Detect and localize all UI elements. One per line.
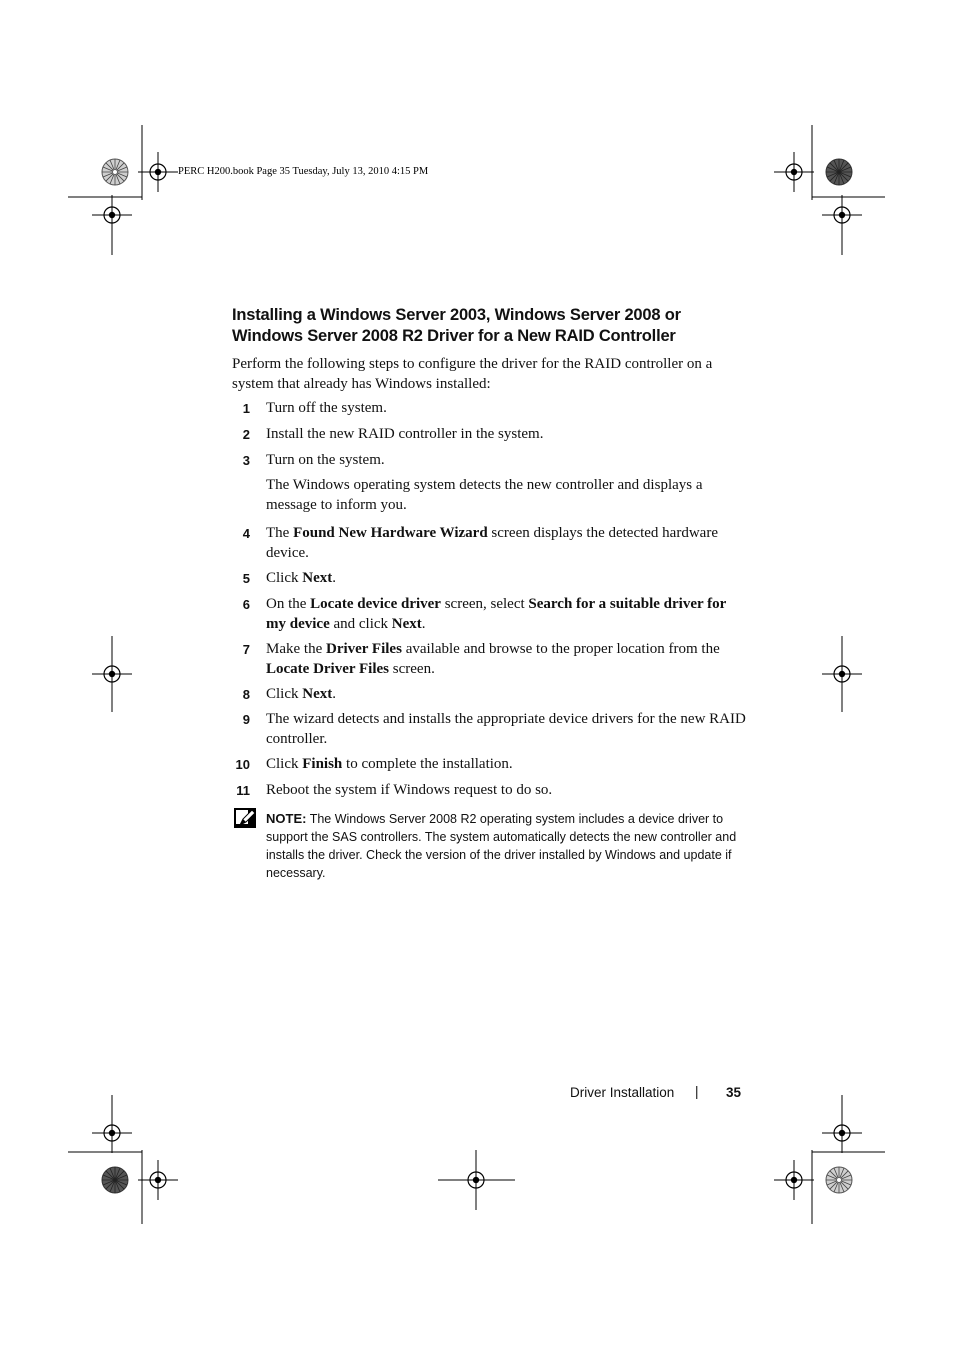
step-number: 8 xyxy=(242,687,250,702)
intro-paragraph: Perform the following steps to configure the driver for the RAID controller on a system that already has Windows installed: xyxy=(232,356,713,392)
step-number: 5 xyxy=(242,571,250,586)
step-detail: The Windows operating system detects the new controller and displays a message to inform you. xyxy=(266,477,703,513)
step-text: Reboot the system if Windows request to do so. xyxy=(266,782,553,798)
ui-term: Locate device driver xyxy=(310,596,441,612)
ui-term: Finish xyxy=(302,756,343,772)
step-text: The Found New Hardware Wizard screen displays the detected hardware device. xyxy=(266,525,718,561)
step-number: 1 xyxy=(242,401,250,416)
step-text: Turn off the system. xyxy=(266,400,387,416)
ui-term: Found New Hardware Wizard xyxy=(293,525,488,541)
pencil-note-icon xyxy=(234,808,256,828)
ui-term: Next xyxy=(302,686,333,702)
ui-term: Driver Files xyxy=(325,641,402,657)
step-number: 10 xyxy=(235,757,250,772)
ui-term: Search for a suitable driver for my device xyxy=(266,596,727,632)
ui-term: Locate Driver Files xyxy=(266,660,390,677)
step-text: On the Locate device driver screen, select Search for a suitable driver for my device and click Next. xyxy=(266,596,727,632)
ui-term: Next xyxy=(391,615,422,632)
step-text: Click Next. xyxy=(266,570,336,586)
step-number: 11 xyxy=(236,783,250,798)
step-number: 3 xyxy=(242,453,250,468)
step-number: 4 xyxy=(242,526,250,541)
step-number: 2 xyxy=(242,427,250,442)
footer-separator: | xyxy=(695,1084,699,1099)
ui-term: Next xyxy=(302,570,333,586)
step-number: 6 xyxy=(242,597,250,612)
step-text: Click Finish to complete the installation. xyxy=(266,756,513,772)
section-heading: Installing a Windows Server 2003, Windows Server 2008 or Windows Server 2008 R2 Driver for a New RAID Controller xyxy=(232,306,681,345)
note-text: The Windows Server 2008 R2 operating system includes a device driver to support the SAS controllers. The system automatically detects the new controller and installs the driver. Check the version of the driver installed by Windows and update if necessary. xyxy=(266,812,737,880)
step-text: The wizard detects and installs the appropriate device drivers for the new RAID controller. xyxy=(266,711,746,747)
step-text: Make the Driver Files available and browse to the proper location from the Locate Driver Files screen. xyxy=(266,641,720,677)
step-number: 7 xyxy=(242,642,250,657)
step-text: Install the new RAID controller in the system. xyxy=(266,426,544,442)
footer-section-name: Driver Installation xyxy=(570,1085,675,1100)
page-number: 35 xyxy=(726,1085,742,1100)
step-text: Click Next. xyxy=(266,686,336,702)
note-block xyxy=(266,810,746,882)
step-number: 9 xyxy=(242,712,250,727)
note-label: NOTE: xyxy=(266,811,307,826)
print-header-info: PERC H200.book Page 35 Tuesday, July 13, 2010 4:15 PM xyxy=(178,166,429,177)
step-text: Turn on the system. xyxy=(266,452,385,468)
